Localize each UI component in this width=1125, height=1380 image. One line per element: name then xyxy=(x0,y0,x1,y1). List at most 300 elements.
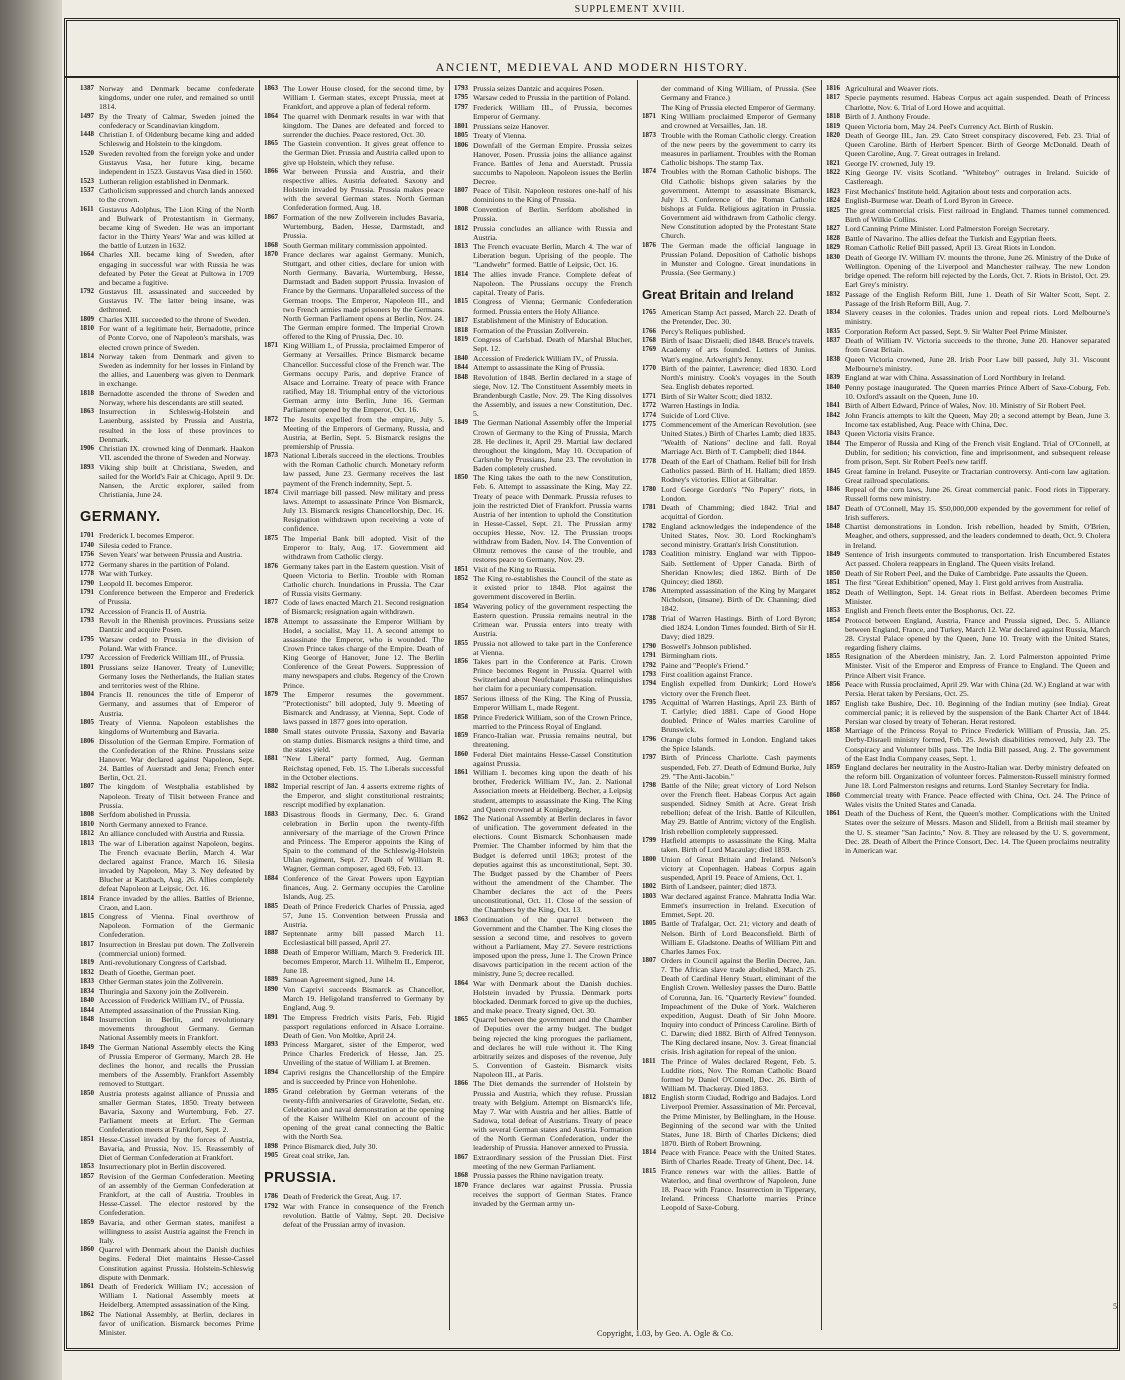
history-entry xyxy=(80,205,254,250)
entry-text: Acquittal of Warren Hastings, April 23. Birth of T. Carlyle; died 1881. Cape of Good Hope doubled. Prince of Wales marries Caroline of Brunswick. xyxy=(661,698,816,735)
entry-text: France invaded by the allies. Battles of Brienne, Craon, and Laon. xyxy=(99,893,254,912)
entry-year: 1795 xyxy=(642,698,656,707)
entry-year: 1894 xyxy=(264,1067,278,1076)
entry-text: For want of a legitimate heir, Bernadotte, prince of Ponte Corvo, one of Napoleon's marshals, was elected crown prince of Sweden. xyxy=(99,324,254,352)
entry-year: 1810 xyxy=(80,324,94,333)
entry-text: Lutheran religion established in Denmark. xyxy=(99,176,230,186)
entry-year: 1867 xyxy=(454,1152,468,1161)
history-entry xyxy=(826,401,1110,410)
entry-text: Trial of Warren Hastings. Birth of Lord Byron; died 1824. London Times founded. Birth of Sir H. Davy; died 1829. xyxy=(661,613,816,642)
entry-text: Death of Wellington, Sept. 14. Great riots in Belfast. Aberdeen becomes Prime Minister. xyxy=(845,587,1110,606)
entry-text: Quarrel between the government and the Chamber of Deputies over the army budget. The budget being rejected the king prorogues the parliament, and declares he will rule without it. The King arbitrarily seizes and disposes of the revenue, July 5. Convention of Gastein. Bismarck visits Napoleon III., at Paris. xyxy=(473,1015,632,1079)
history-entry xyxy=(826,290,1110,308)
entry-text: The French evacuate Berlin, March 4. The war of Liberation begun. Uprising of the people. The "Landwehr" formed. Battle of Leipsic, Oct. 16. xyxy=(473,242,632,270)
entry-year: 1815 xyxy=(454,297,468,306)
history-entry xyxy=(642,882,816,891)
entry-year: 1791 xyxy=(80,587,94,596)
entry-year: 1871 xyxy=(642,112,656,121)
entry-text: Death of Goethe, German poet. xyxy=(99,967,196,977)
entry-year: 1905 xyxy=(264,1150,278,1159)
history-entry xyxy=(454,418,632,473)
entry-year: 1771 xyxy=(642,391,656,400)
history-entry xyxy=(264,948,444,975)
section-heading: GERMANY. xyxy=(80,509,161,526)
entry-year: 1846 xyxy=(826,485,840,494)
entry-year: 1906 xyxy=(80,444,94,453)
history-entry xyxy=(80,996,254,1005)
entry-year: 1801 xyxy=(80,662,94,671)
entry-year: 1448 xyxy=(80,130,94,139)
entry-year: 1798 xyxy=(642,781,656,790)
entry-text: Death of George III., Jan. 29. Cato Street conspiracy discovered, Feb. 23. Trial of Queen Caroline. Birth of Herbert Spencer. Birth of George McDonald. Death of Queen Caroline, Aug. 7. Great outrages in Ireland. xyxy=(845,131,1110,159)
history-entry xyxy=(80,690,254,717)
history-entry xyxy=(80,1310,254,1337)
history-entry xyxy=(264,727,444,754)
entry-year: 1887 xyxy=(264,929,278,938)
entry-year: 1783 xyxy=(642,549,656,558)
entry-year: 1849 xyxy=(80,1042,94,1051)
entry-text: Serious illness of the King. The King of Prussia, Emperor William I., made Regent. xyxy=(473,693,632,713)
history-entry xyxy=(80,1172,254,1217)
entry-year: 1790 xyxy=(642,641,656,650)
entry-text: First coalition against France. xyxy=(661,670,753,679)
entry-year: 1818 xyxy=(826,112,840,121)
history-entry xyxy=(642,364,816,391)
history-entry xyxy=(642,485,816,503)
entry-year: 1812 xyxy=(454,223,468,232)
entry-text: Specie payments resumed. Habeas Corpus act again suspended. Death of Princess Charlotte, Nov. 6. Trial of Lord Howe and acquittal. xyxy=(845,93,1110,112)
history-entry xyxy=(454,363,632,372)
entry-text: The King re-establishes the Council of the state as it existed prior to 1848. Plot against the government discovered in Berlin. xyxy=(473,574,632,602)
entry-text: Prince Frederick William, son of the Crown Prince, married to the Princess Royal of England. xyxy=(473,712,632,731)
history-entry xyxy=(826,504,1110,522)
entry-text: American Stamp Act passed, March 22. Death of the Pretender, Dec. 30. xyxy=(661,307,816,327)
entry-year: 1851 xyxy=(80,1134,94,1143)
entry-text: The Emperor of Russia and King of the French visit England. Trial of O'Connell, at Dublin, for sedition; his conviction, fine and imprisonment, and subsequent release from prison, Sept. Sir Robert Peel's new tariff. xyxy=(845,438,1110,467)
entry-text: Death of William IV. Victoria succeeds to the throne, June 20. Hanover separated from Great Britain. xyxy=(845,336,1110,355)
entry-year: 1870 xyxy=(264,250,278,259)
entry-year: 1809 xyxy=(80,314,94,323)
history-entry xyxy=(264,617,444,690)
entry-year: 1865 xyxy=(454,1015,468,1024)
entry-text: Gustavus Adolphus, The Lion King of the North and Bulwark of Protestantism in Germany, became king of Sweden. He was an important factor in the Thirty Years' War and was killed at the battle of Lutzen in 1632. xyxy=(99,204,254,250)
entry-text: Hesse-Cassel invaded by the forces of Austria, Bavaria, and Prussia, Nov. 15. Reassembly of Diet of German Confederation at Frankfort. xyxy=(99,1134,254,1162)
entry-text: Marriage of the Princess Royal to Prince Frederick William of Prussia, Jan. 25. Derby-Disraeli ministry formed, Feb. 25. Jewish disabilities removed, July 23. The Conspiracy and Volunteer bills pass. The India Bill passed, Aug. 2. The government of the East India Company ceases, Sept. 1. xyxy=(845,726,1110,763)
entry-text: Prince Bismarck died, July 30. xyxy=(283,1141,378,1151)
history-entry xyxy=(264,562,444,598)
history-entry xyxy=(642,670,816,679)
entry-year: 1863 xyxy=(454,914,468,923)
entry-text: Birth of Landseer, painter; died 1873. xyxy=(661,882,777,892)
entry-text: Congress of Carlsbad. Death of Marshal Blucher, Sept. 12. xyxy=(473,335,632,354)
entry-text: Academy of arts founded. Letters of Junius. Watt's engine. Arkwright's Jenny. xyxy=(661,345,816,364)
entry-year: 1837 xyxy=(826,336,840,345)
entry-year: 1848 xyxy=(454,372,468,381)
history-entry xyxy=(80,315,254,324)
entry-year: 1848 xyxy=(80,1015,94,1024)
entry-text: The Lower House closed, for the second time, by William I. German states, except Prussia, meet at Frankfort, and approve a plan of federal reform. xyxy=(283,84,444,112)
history-entry xyxy=(454,473,632,564)
entry-year: 1797 xyxy=(454,102,468,111)
entry-year: 1778 xyxy=(80,569,94,578)
history-entry xyxy=(826,726,1110,762)
entry-text: The kingdom of Westphalia established by Napoleon. Treaty of Tilsit between France and Prussia. xyxy=(99,782,254,810)
history-entry xyxy=(454,103,632,121)
entry-year: 1814 xyxy=(642,1148,656,1157)
entry-text: Charles XII. became king of Sweden, after engaging in successful war with Russia he was defeated by Peter the Great at Pultowa in 1709 and became a fugitive. xyxy=(99,250,254,287)
entry-year: 1854 xyxy=(454,601,468,610)
entry-year: 1861 xyxy=(454,768,468,777)
history-entry xyxy=(264,902,444,929)
entry-year: 1537 xyxy=(80,185,94,194)
history-entry xyxy=(264,341,444,414)
entry-text: Chartist demonstrations in London. Irish rebellion, headed by Smith, O'Brien, Meagher, and others, suppressed, and the leaders condemned to death, Oct. 9. Cholera in Ireland. xyxy=(845,522,1110,550)
history-entry xyxy=(264,534,444,561)
entry-year: 1803 xyxy=(642,891,656,900)
entry-year: 1792 xyxy=(642,660,656,669)
entry-year: 1840 xyxy=(80,996,94,1005)
entry-year: 1863 xyxy=(264,84,278,92)
history-entry xyxy=(454,186,632,204)
entry-text: Birth of Isaac Disraeli; died 1848. Bruce's travels. xyxy=(661,335,815,345)
entry-text: Caprivi resigns the Chancellorship of the Empire and is succeeded by Prince von Hohenlohe. xyxy=(283,1067,444,1087)
entry-text: Christian IX. crowned king of Denmark. Haakon VII. ascended the throne of Sweden and Norway. xyxy=(99,444,254,463)
history-entry xyxy=(826,131,1110,158)
column-2 xyxy=(264,84,444,1326)
entry-text: France declares war against Prussia. Prussia receives the support of German States. France invaded by the German army un- xyxy=(473,1180,632,1208)
entry-year: 1893 xyxy=(264,1040,278,1049)
entry-text: Congress of Vienna; Germanic Confederation formed. Prussia enters the Holy Alliance. xyxy=(473,297,632,316)
entry-text: Prussia concludes an alliance with Russia and Austria. xyxy=(473,223,632,242)
entry-text: National Liberals succeed in the elections. Troubles with the Roman Catholic church. Monetary reform law passed, June 23. Germany receives the last payment of the French indemnity, Sept. 5. xyxy=(283,451,444,488)
history-entry xyxy=(454,224,632,242)
history-entry xyxy=(80,186,254,204)
entry-text: Death of Sir Robert Peel, and the Duke of Cambridge. Pate assaults the Queen. xyxy=(845,568,1088,578)
history-entry xyxy=(642,345,816,363)
entry-year: 1770 xyxy=(642,364,656,373)
entry-year: 1875 xyxy=(264,533,278,542)
history-entry xyxy=(80,1162,254,1171)
history-entry xyxy=(264,985,444,1012)
entry-text: Attempt to assassinate the Emperor William by Hodel, a socialist, May 11. A second attempt to assassinate the Emperor, who is wounded. The Crown Prince takes charge of the Empire. Death of King George of Hanover, June 12. The Berlin Conference of the Great Powers. Suppression of many newspapers and clubs. Regency of the Crown Prince. xyxy=(283,616,444,690)
entry-year: 1866 xyxy=(264,167,278,176)
entry-year: 1791 xyxy=(642,651,656,660)
entry-text: Franco-Italian war. Prussia remains neutral, but threatening. xyxy=(473,731,632,750)
entry-text: Queen Victoria born, May 24. Peel's Currency Act. Birth of Ruskin. xyxy=(845,121,1054,131)
entry-year: 1814 xyxy=(80,893,94,902)
entry-year: 1821 xyxy=(826,158,840,167)
history-entry xyxy=(454,694,632,712)
history-entry xyxy=(80,112,254,130)
history-entry xyxy=(454,1079,632,1152)
entry-year: 1838 xyxy=(826,354,840,363)
column-4 xyxy=(642,84,816,1326)
entry-year: 1805 xyxy=(642,919,656,928)
entry-year: 1792 xyxy=(264,1201,278,1210)
entry-year: 1859 xyxy=(826,763,840,772)
history-entry xyxy=(642,549,816,585)
history-entry xyxy=(454,1015,632,1079)
entry-text: Prussia passes the Rhine navigation treaty. xyxy=(473,1171,604,1181)
entry-year: 1853 xyxy=(80,1162,94,1171)
entry-year: 1824 xyxy=(826,196,840,205)
entry-text: Quarrel with Denmark about the Danish duchies begins. Federal Diet maintains Hesse-Cassel Constitution against Prussia. Holstein-Schleswig dispute with Denmark. xyxy=(99,1245,254,1282)
history-entry xyxy=(826,243,1110,252)
entry-year: 1868 xyxy=(264,240,278,249)
entry-text: The German National Assembly offer the Imperial Crown of Germany to the King of Prussia, March 28. He declines it, April 29. Martial law declared throughout the kingdom, May 10. Occupation of Carlsruhe by Prussians, June 23. The revolution in Baden completely crushed. xyxy=(473,418,632,473)
history-entry xyxy=(264,213,444,240)
entry-text: Orders in Council against the Berlin Decree, Jan. 7. The African slave trade abolished, March 25. Death of Cardinal Henry Stuart, eliminant of the English Crown. Wellesley passes the Duro. Battle of Corunna, Jan. 16. "Quarterly Review" founded. Impeachment of the Duke of York. Walcheren expedition, August. Death of Sir John Moore. Inquiry into conduct of Princess Caroline. Birth of C. Darwin; died 1882. Birth of Alfred Tennyson. The King declared insane, Nov. 3. Great financial crisis. Irish agitation for repeal of the union. xyxy=(661,956,817,1057)
entry-text: Birth of Albert Edward, Prince of Wales, Nov. 10. Ministry of Sir Robert Peel. xyxy=(845,401,1086,411)
entry-text: Attempt to assassinate the King of Prussia. xyxy=(473,363,605,373)
entry-year: 1884 xyxy=(264,873,278,882)
history-entry xyxy=(826,122,1110,131)
entry-text: John Francis attempts to kilt the Queen, May 20; a second attempt by Bean, June 3. Income tax established, Aug. Peace with China, Dec. xyxy=(845,410,1110,429)
history-entry xyxy=(80,653,254,662)
entry-text: Peace of Tilsit. Napoleon restores one-half of his dominions to the King of Prussia. xyxy=(473,186,632,205)
entry-year: 1839 xyxy=(826,373,840,382)
entry-year: 1857 xyxy=(80,1171,94,1180)
entry-year: 1862 xyxy=(80,1309,94,1318)
column-divider xyxy=(821,80,822,1330)
entry-year: 1870 xyxy=(454,1180,468,1189)
entry-text: Peace with Russia proclaimed, April 29. War with China (2d. W.) England at war with Persia. Herat taken by Persians, Oct. 25. xyxy=(845,680,1110,699)
entry-text: Prussians seize Hanover. xyxy=(473,121,550,131)
entry-text: Disastrous floods in Germany, Dec. 6. Grand celebration in Berlin upon the twenty-fifth anniversary of the marriage of the Crown Prince and Princess. The Emperor appoints the King of Spain to the command of the Schleswig-Holstein Uhlan regiment, Sept. 27. Death of William R. Wagner, German composer, aged 69, Feb. 13. xyxy=(283,809,444,874)
entry-year: 1872 xyxy=(264,414,278,423)
entry-text: The German made the official language in Prussian Poland. Deposition of Catholic bishops in Munster and Cologne. Great inundations in Prussia. (See Germany.) xyxy=(661,240,816,277)
entry-text: Conference between the Emperor and Frederick of Prussia. xyxy=(99,587,254,607)
entry-year: 1856 xyxy=(454,657,468,666)
history-entry xyxy=(826,791,1110,809)
entry-text: The National Assembly, at Berlin, declares in favor of unification. Bismarck becomes Prime Minister. xyxy=(99,1309,254,1337)
history-entry xyxy=(80,607,254,616)
entry-text: Von Caprivi succeeds Bismarck as Chancellor, March 19. Heligoland transferred to Germany by England, Aug. 9. xyxy=(283,984,444,1013)
history-entry xyxy=(454,657,632,693)
history-entry xyxy=(80,1006,254,1015)
history-entry xyxy=(642,661,816,670)
entry-text: The German National Assembly elects the King of Prussia Emperor of Germany, March 28. He declines the honor, and recalls the Prussian members of the Assembly. Frankfort Assembly removed to Stuttgart. xyxy=(99,1042,254,1089)
entry-year: 1876 xyxy=(264,561,278,570)
history-entry xyxy=(454,731,632,749)
entry-text: Commercial treaty with France. Peace effected with China, Oct. 24. The Prince of Wales visits the United States and Canada. xyxy=(845,790,1110,809)
history-entry xyxy=(642,131,816,167)
entry-year: 1768 xyxy=(642,335,656,344)
history-entry xyxy=(454,574,632,601)
entry-year: 1664 xyxy=(80,250,94,259)
history-entry xyxy=(264,1151,444,1160)
entry-year xyxy=(642,103,661,112)
entry-text: The Gastein convention. It gives great offence to the German Diet. Prussia and Austria called upon to give up Holstein, which they refuse. xyxy=(283,139,444,167)
entry-year: 1823 xyxy=(826,186,840,195)
entry-year: 1860 xyxy=(826,790,840,799)
entry-text: Attempted assassination of the King by Margaret Nicholson, (insane). Birth of Dr. Channing; died 1842. xyxy=(661,586,816,614)
history-entry xyxy=(642,401,816,410)
entry-text: Death of George IV. William IV. mounts the throne, June 26. Ministry of the Duke of Wellington. Opening of the Liverpool and Manchester railway. The new London bridge opened. The reform bill rejected by the Lords, Oct. 7. Riots in Bristol, Oct. 29. Earl Grey's ministry. xyxy=(845,252,1110,290)
history-entry xyxy=(454,768,632,813)
history-entry xyxy=(826,224,1110,233)
history-entry xyxy=(642,753,816,780)
entry-year: 1863 xyxy=(80,407,94,416)
history-entry xyxy=(454,602,632,638)
history-entry xyxy=(642,420,816,456)
entry-year: 1793 xyxy=(80,616,94,625)
entry-year: 1820 xyxy=(826,131,840,140)
entry-text: Septennate army bill passed March 11. Ecclesiastical bill passed, April 27. xyxy=(283,929,444,948)
history-entry xyxy=(80,1245,254,1281)
entry-text: Insurrection in Breslau put down. The Zollverein (commercial union) formed. xyxy=(99,939,254,958)
history-entry xyxy=(826,588,1110,606)
history-entry xyxy=(826,569,1110,578)
history-entry xyxy=(264,84,444,111)
history-entry xyxy=(642,522,816,549)
entry-text: Roman Catholic Relief Bill passed, April 13. Great Riots in London. xyxy=(845,243,1056,253)
entry-text: English expelled from Dunkirk; Lord Howe's victory over the French fleet. xyxy=(661,679,816,698)
entry-text: Conference of the Great Powers upon Egyptian finances, Aug. 2. Germany occupies the Caroline Islands, Aug. 25. xyxy=(283,873,444,902)
history-entry xyxy=(454,814,632,914)
entry-text: English take Bushire, Dec. 10. Beginning of the Indian mutiny (see India). Great commercial panic; it is relieved by the suspension of the Bank Charter Act of 1844. Persian war closed by treaty of Teheran. Herat restored. xyxy=(845,698,1110,726)
history-entry xyxy=(826,652,1110,679)
history-entry xyxy=(826,308,1110,326)
history-entry xyxy=(826,439,1110,466)
entry-text: Downfall of the German Empire. Prussia seizes Hanover, Posen. Prussia joins the alliance against France. Battles of Jena and Auerstadt. Prussia succumbs to Napoleon. Napoleon issues the Berlin Decree. xyxy=(473,140,632,186)
entry-text: Death of Frederick William IV.; accession of William I. National Assembly meets at Heidelberg. Attempted assassination of the King. xyxy=(99,1282,254,1310)
history-entry xyxy=(826,206,1110,224)
entry-text: First Mechanics' Institute held. Agitation about tests and corporation acts. xyxy=(845,186,1072,196)
entry-text: The Empress Fredrich visits Paris, Feb. Rigid passport regulations enforced in Alsace Lorraine. Death of Gen. Von Moltke, April 24. xyxy=(283,1012,444,1040)
entry-year: 1813 xyxy=(454,242,468,251)
entry-text: Viking ship built at Christiana, Sweden, and sailed for the World's Fair at Chicago, April 9. Dr. Nansen, the Arctic explorer, sailed from Christiania, June 24. xyxy=(99,462,254,499)
history-entry xyxy=(642,781,816,836)
entry-text: Suicide of Lord Clive. xyxy=(661,410,730,420)
history-entry xyxy=(80,550,254,559)
entry-year: 1862 xyxy=(454,814,468,823)
entry-year: 1853 xyxy=(826,606,840,615)
entry-text: Revolution of 1848. Berlin declared in a stage of siege, Nov. 12. The Constituent Assembly meets in Brandenburgh Castle, Nov. 29. The King dissolves the Assembly, and issues a new Constitution, Dec. 5. xyxy=(473,372,632,418)
entry-year: 1814 xyxy=(80,352,94,361)
entry-text: The Emperor resumes the government. "Protectionists" bill adopted, July 9. Meeting of Bismarck and Andrassy, at Vienna, Sept. Code of laws passed in 1877 goes into operation. xyxy=(283,690,444,727)
history-entry xyxy=(454,326,632,335)
entry-text: English-Burmese war. Death of Lord Byron in Greece. xyxy=(845,196,1014,206)
entry-year: 1792 xyxy=(80,287,94,296)
history-entry xyxy=(642,855,816,882)
entry-year: 1806 xyxy=(80,736,94,745)
history-entry xyxy=(826,196,1110,205)
history-entry xyxy=(80,1089,254,1134)
history-entry xyxy=(80,541,254,550)
entry-text: George IV. crowned, July 19. xyxy=(845,158,936,168)
history-entry xyxy=(264,167,444,212)
history-entry xyxy=(642,836,816,854)
entry-text: An alliance concluded with Austria and Russia. xyxy=(99,829,245,839)
entry-text: War with Denmark about the Danish duchies. Holstein invaded by Prussia. Denmark ports blockaded. Denmark forced to give up the duchies, and make peace. Treaty signed, Oct. 30. xyxy=(473,978,632,1015)
history-entry xyxy=(642,84,816,102)
entry-year: 1825 xyxy=(826,205,840,214)
entry-text: Dissolution of the German Empire. Formation of the Confederation of the Rhine. Prussians seize Hanover. War declared against Napoleon, Sept. 24. Battles of Auerstadt and Jena; French enter Berlin, Oct. 21. xyxy=(99,736,254,782)
entry-text: Treaty of Vienna. xyxy=(473,131,527,141)
entry-text: "New Liberal" party formed, Aug. German Reichstag opened, Feb. 15. The Liberals successful in the October elections. xyxy=(283,754,444,782)
history-entry xyxy=(80,820,254,829)
entry-year: 1818 xyxy=(454,325,468,334)
entry-text: Insurrectionary plot in Berlin discovered. xyxy=(99,1162,227,1172)
history-entry xyxy=(826,680,1110,698)
entry-text: The allies invade France. Complete defeat of Napoleon. The Prussians occupy the French capital. Treaty of Paris. xyxy=(473,269,632,297)
history-entry xyxy=(80,912,254,939)
entry-year: 1814 xyxy=(454,269,468,278)
entry-text: Frederick I. becomes Emperor. xyxy=(99,531,194,541)
entry-year: 1864 xyxy=(264,111,278,120)
entry-text: Prussians seize Hanover. Treaty of Luneville; Germany loses the Netherlands, the Italian states and territories west of the Rhine. xyxy=(99,662,254,690)
history-entry xyxy=(80,1015,254,1042)
entry-text: Death of Chamming; died 1842. Trial and acquittal of Gordon. xyxy=(661,503,816,522)
entry-text: Birth of Sir Walter Scott; died 1832. xyxy=(661,391,773,401)
history-entry xyxy=(80,782,254,809)
entry-year: 1843 xyxy=(826,429,840,438)
entry-text: Visit of the King to Russia. xyxy=(473,564,557,574)
entry-text: Imperial rescript of Jan. 4 asserts extreme rights of the Emperor, and slight constitutional restraints; rescript modified by explanation. xyxy=(283,782,444,810)
entry-text: Norway taken from Denmark and given to Sweden as indemnity for her losses in Finland by the allies, and Lauenberg was given to Denmark in exchange. xyxy=(99,352,254,389)
history-entry xyxy=(264,690,444,726)
entry-year: 1819 xyxy=(454,335,468,343)
history-entry xyxy=(454,205,632,223)
history-entry xyxy=(80,968,254,977)
history-entry xyxy=(80,324,254,351)
entry-year: 1817 xyxy=(454,316,468,325)
entry-year: 1781 xyxy=(642,503,656,512)
entry-text: Hatfield attempts to assassinate the King. Malta taken. Birth of Lord Macaulay; died 1859. xyxy=(661,836,816,855)
entry-text: Protocol between England, Austria, France and Prussia signed, Dec. 5. Alliance between England, France, and Turkey, March 12. War declared against Russia, March 28. Crystal Palace opened by the Queen, June 10. Treaty with the United States, regarding fishery claims. xyxy=(845,615,1110,652)
entry-year: 1793 xyxy=(642,670,656,678)
entry-text: Lord George Gordon's "No Popery" riots, in London. xyxy=(661,484,816,503)
entry-text: Battle of Navarino. The allies defeat the Turkish and Egyptian fleets. xyxy=(845,233,1057,243)
entry-year: 1881 xyxy=(264,754,278,763)
history-entry xyxy=(642,919,816,955)
history-entry xyxy=(454,354,632,363)
history-entry xyxy=(80,1218,254,1245)
entry-text: Takes part in the Conference at Paris. Crown Prince becomes Regent in Prussia. Quarrel with Switzerland about Neufchatel. Prussia relinquishes her claim for a pecuniary compensation. xyxy=(473,657,632,694)
entry-year: 1876 xyxy=(642,240,656,249)
history-entry xyxy=(642,651,816,660)
entry-year: 1795 xyxy=(80,634,94,643)
entry-year: 1868 xyxy=(454,1171,468,1180)
entry-year: 1860 xyxy=(454,749,468,758)
history-entry xyxy=(454,1181,632,1208)
entry-year: 1865 xyxy=(264,139,278,148)
entry-year: 1871 xyxy=(264,341,278,350)
entry-year: 1817 xyxy=(80,939,94,948)
entry-year: 1801 xyxy=(454,121,468,130)
history-entry xyxy=(80,1043,254,1088)
entry-text: The first "Great Exhibition" opened, May 1. First gold arrives from Australia. xyxy=(845,578,1084,588)
history-entry xyxy=(826,253,1110,289)
entry-text: Anti-revolutionary Congress of Carlsbad. xyxy=(99,958,227,968)
section-heading: Great Britain and Ireland xyxy=(642,286,794,302)
supplement-label: SUPPLEMENT XVIII. xyxy=(574,4,686,15)
section-heading: PRUSSIA. xyxy=(264,1170,337,1187)
entry-year: 1611 xyxy=(80,204,94,213)
column-divider xyxy=(449,80,450,1330)
entry-year: 1830 xyxy=(826,252,840,261)
history-entry xyxy=(80,569,254,578)
entry-year: 1497 xyxy=(80,111,94,120)
entry-text: Warren Hastings in India. xyxy=(661,401,740,411)
history-entry xyxy=(454,713,632,731)
history-entry xyxy=(80,463,254,499)
entry-text: Formation of the Prussian Zollverein. xyxy=(473,325,589,335)
entry-year: 1834 xyxy=(80,986,94,995)
entry-text: Repeal of the corn laws, June 26. Great commercial panic. Food riots in Tipperary. Russell forms new ministry. xyxy=(845,485,1110,504)
history-entry xyxy=(80,579,254,588)
